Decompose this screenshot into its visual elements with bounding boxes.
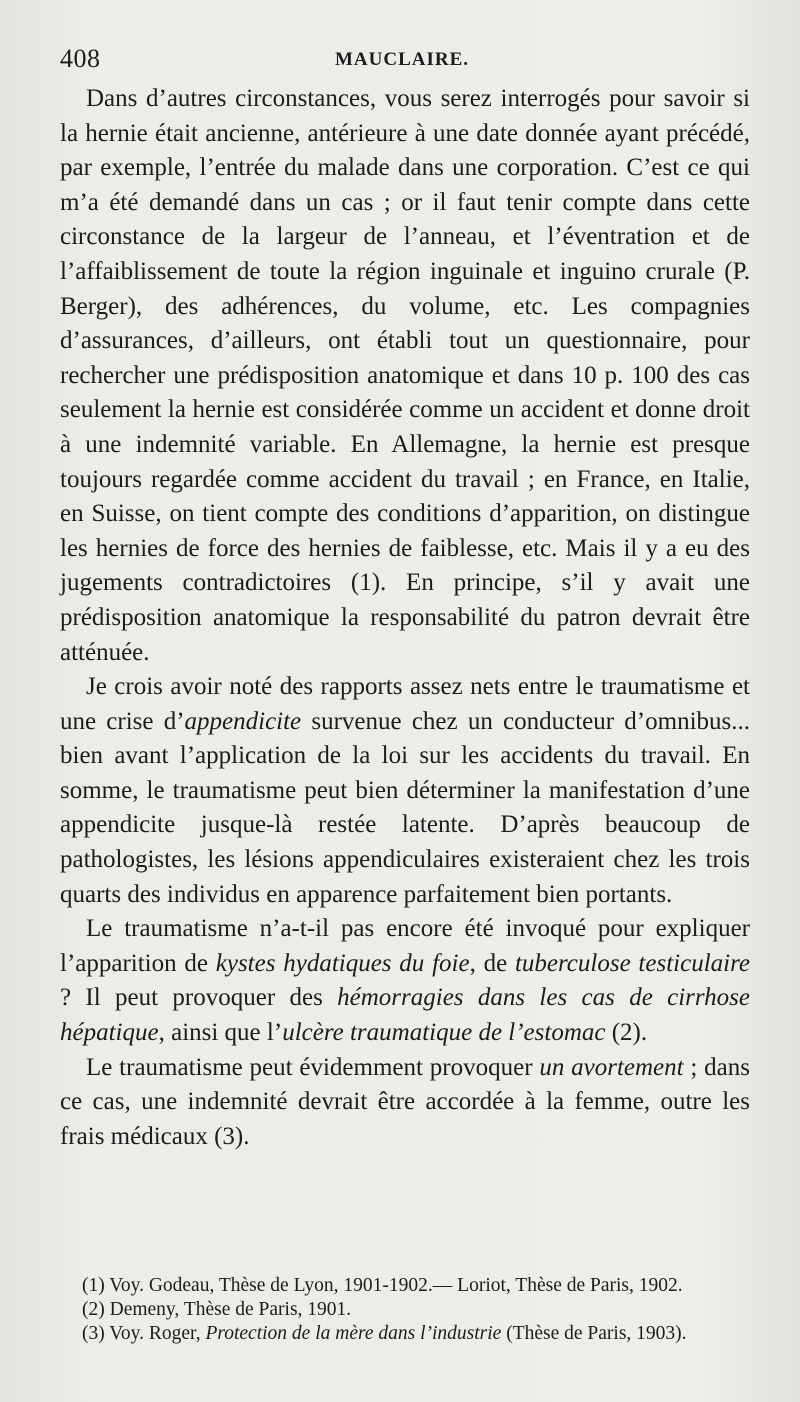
- text-run: Le traumatisme n’a-t-il pas encore été invoqué pour expliquer l’apparition de: [60, 915, 750, 977]
- text-run: survenue chez un conducteur d’omnibus... bien avant l’application de la loi sur les accidents du travail. En somme, le traumatisme peut bien déterminer la manifestation d’une appendicite jusque-là restée latente. D’après beaucoup de pathologistes, les lésions appendiculaires existeraient chez les trois quarts des individus en apparence parfaitement bien portants.: [60, 707, 750, 908]
- text-run: Je crois avoir noté des rapports assez nets entre le traumatisme et une crise d’: [60, 673, 750, 735]
- paragraph-hernie: [60, 82, 750, 670]
- text-run: (2).: [605, 1019, 648, 1047]
- body-text: [60, 82, 750, 1154]
- italic-text-run: ulcère traumatique de l’estomac: [282, 1019, 606, 1047]
- running-head: MAUCLAIRE.: [334, 49, 470, 70]
- footnote-2: [60, 1298, 752, 1322]
- paragraph-appendicite: [60, 670, 750, 912]
- text-run: ; dans ce cas, une indemnité devrait être accordée à la femme, outre les frais médicaux (3).: [60, 1053, 750, 1150]
- text-run: Voy. Godeau, Thèse de Lyon, 1901-1902.— Loriot, Thèse de Paris, 1902.: [104, 1275, 683, 1296]
- italic-text-run: Protection de la mère dans l’industrie: [205, 1323, 502, 1344]
- footnote-1: [60, 1274, 752, 1298]
- italic-text-run: tuberculose testiculaire: [514, 949, 750, 977]
- footnote-marker: (3): [82, 1323, 105, 1344]
- italic-text-run: hémorragies dans les cas de cirrhose hépatique: [60, 984, 750, 1047]
- footnotes: [60, 1274, 752, 1346]
- italic-text-run: kystes hydatiques du foie: [215, 949, 470, 977]
- page-header: [60, 44, 744, 78]
- italic-text-run: appendicite: [184, 707, 302, 735]
- footnote-marker: (1): [82, 1275, 105, 1296]
- text-run: , ainsi que l’: [158, 1019, 283, 1047]
- page-number: 408: [60, 44, 101, 73]
- text-run: (Thèse de Paris, 1903).: [501, 1323, 687, 1344]
- paragraph-avortement: [60, 1051, 750, 1155]
- paragraph-traumatisme: [60, 912, 750, 1050]
- footnote-marker: (2): [82, 1299, 105, 1320]
- italic-text-run: un avortement: [539, 1053, 684, 1081]
- text-run: Dans d’autres circonstances, vous serez interrogés pour savoir si la hernie était ancienne, antérieure à une date donnée ayant précédé, par exemple, l’entrée du malade dans une corporation. C’est ce qui m’a été demandé dans un cas ; or il faut tenir compte dans cette circonstance de la largeur de l’anneau, et l’éventration et de l’affaiblissement de toute la région inguinale et inguino crurale (P. Berger), des adhérences, du volume, etc. Les compagnies d’assurances, d’ailleurs, ont établi tout un questionnaire, pour rechercher une prédisposition anatomique et dans 10 p. 100 des cas seulement la hernie est considérée comme un accident et donne droit à une indemnité variable. En Allemagne, la hernie est presque toujours regardée comme accident du travail ; en France, en Italie, en Suisse, on tient compte des conditions d’apparition, on distingue les hernies de force des hernies de faiblesse, etc. Mais il y a eu des jugements contradictoires (1). En principe, s’il y avait une prédisposition anatomique la responsabilité du patron devrait être atténuée.: [60, 85, 750, 666]
- text-run: ? Il peut provoquer des: [60, 984, 338, 1012]
- text-run: Le traumatisme peut évidemment provoquer: [86, 1053, 540, 1081]
- footnote-3: [60, 1322, 752, 1346]
- text-run: Demeny, Thèse de Paris, 1901.: [104, 1299, 352, 1320]
- text-run: Voy. Roger,: [104, 1323, 206, 1344]
- text-run: , de: [469, 949, 515, 977]
